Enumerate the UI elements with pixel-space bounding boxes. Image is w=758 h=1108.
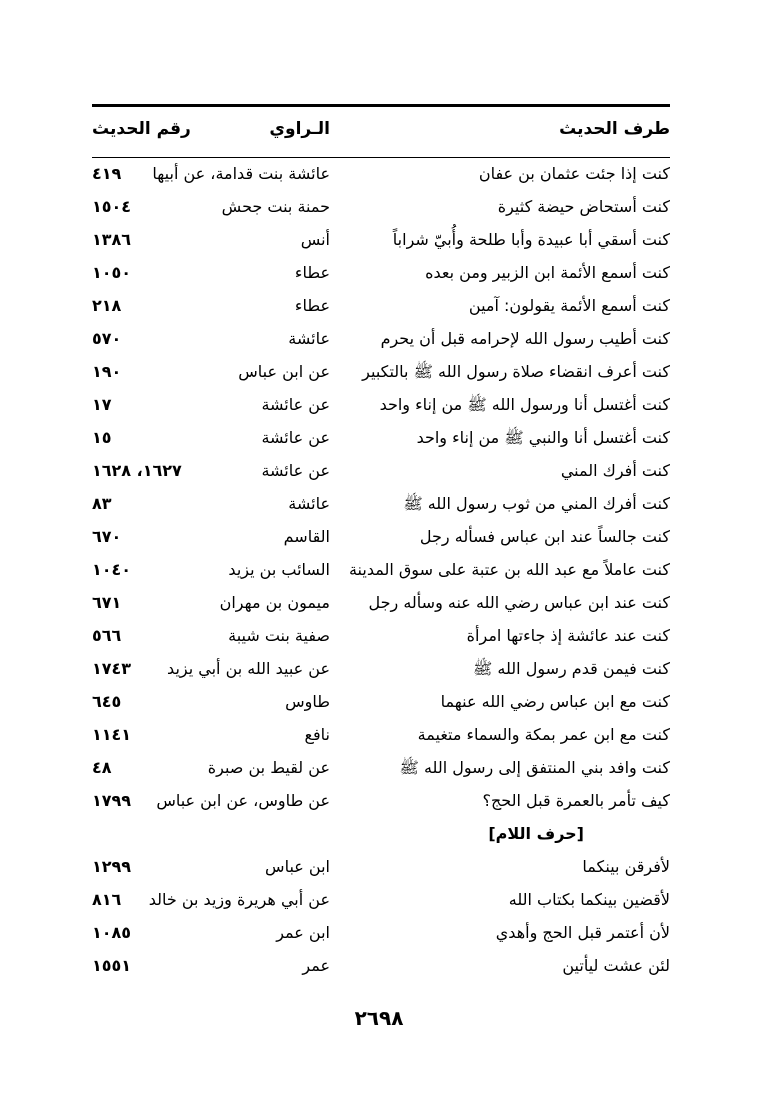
hadith-tarf: كنت أسمع الأئمة ابن الزبير ومن بعده <box>425 263 670 282</box>
section-heading: [حرف اللام] <box>488 824 584 843</box>
hadith-number: ١٩٠ <box>92 362 122 381</box>
hadith-rawi: عن طاوس، عن ابن عباس <box>156 791 330 810</box>
hadith-number: ٤٨ <box>92 758 112 777</box>
table-row <box>92 719 670 752</box>
table-row <box>92 851 670 884</box>
hadith-tarf: كيف تأمر بالعمرة قبل الحج؟ <box>482 791 670 810</box>
table-row <box>92 884 670 917</box>
hadith-number: ١٧٩٩ <box>92 791 132 810</box>
hadith-rawi: عن عبيد الله بن أبي يزيد <box>167 659 330 678</box>
hadith-tarf: كنت عاملاً مع عبد الله بن عتبة على سوق المدينة <box>348 560 670 579</box>
hadith-rawi: أنس <box>300 230 330 249</box>
hadith-rawi: ابن عباس <box>265 857 330 876</box>
hadith-tarf: لئن عشت ليأتين <box>562 956 670 975</box>
page-number: ٢٦٩٨ <box>354 1006 404 1030</box>
hadith-tarf: كنت أطيب رسول الله لإحرامه قبل أن يحرم <box>380 329 670 348</box>
table-row <box>92 686 670 719</box>
hadith-tarf: كنت أستحاض حيضة كثيرة <box>497 197 670 216</box>
table-row <box>92 752 670 785</box>
table-row <box>92 488 670 521</box>
section-heading-row <box>92 818 670 851</box>
hadith-number: ١٠٤٠ <box>92 560 132 579</box>
hadith-number: ٦٤٥ <box>92 692 122 711</box>
hadith-tarf: لأن أعتمر قبل الحج وأهدي <box>495 923 670 942</box>
hadith-rawi: عن ابن عباس <box>238 362 330 381</box>
hadith-rawi: عائشة <box>288 494 330 513</box>
hadith-tarf: كنت إذا جئت عثمان بن عفان <box>478 164 670 183</box>
hadith-tarf: كنت أسقي أبا عبيدة وأبا طلحة وأُبيّ شراباً <box>392 230 670 249</box>
hadith-tarf: لأفرقن بينكما <box>582 857 670 876</box>
table-row <box>92 323 670 356</box>
header-number: رقم الحديث <box>92 119 191 139</box>
hadith-rawi: ابن عمر <box>276 923 330 942</box>
hadith-tarf: كنت أسمع الأئمة يقولون: آمين <box>468 296 670 315</box>
header-tarf: طرف الحديث <box>559 119 670 139</box>
hadith-rawi: نافع <box>304 725 330 744</box>
hadith-rawi: طاوس <box>285 692 330 711</box>
table-row <box>92 290 670 323</box>
header-rawi: الـراوي <box>269 119 330 139</box>
hadith-tarf: كنت أغتسل أنا والنبي ﷺ من إناء واحد <box>416 428 670 447</box>
hadith-rawi: السائب بن يزيد <box>228 560 330 579</box>
hadith-number: ١٢٩٩ <box>92 857 132 876</box>
hadith-number: ١٥٠٤ <box>92 197 132 216</box>
hadith-rawi: عن لقيط بن صبرة <box>207 758 330 777</box>
table-row <box>92 224 670 257</box>
hadith-rawi: صفية بنت شيبة <box>228 626 330 645</box>
hadith-number: ٤١٩ <box>92 164 122 183</box>
hadith-rawi: القاسم <box>283 527 330 546</box>
hadith-number: ١٠٨٥ <box>92 923 132 942</box>
hadith-tarf: كنت عند ابن عباس رضي الله عنه وسأله رجل <box>368 593 670 612</box>
hadith-tarf: لأقضين بينكما بكتاب الله <box>508 890 670 909</box>
hadith-tarf: كنت فيمن قدم رسول الله ﷺ <box>473 659 670 678</box>
hadith-tarf: كنت أعرف انقضاء صلاة رسول الله ﷺ بالتكبير <box>362 362 670 381</box>
hadith-rawi: حمنة بنت جحش <box>221 197 330 216</box>
table-row <box>92 422 670 455</box>
hadith-rawi: عن أبي هريرة وزيد بن خالد <box>148 890 330 909</box>
hadith-number: ١٧٤٣ <box>92 659 132 678</box>
table-row <box>92 257 670 290</box>
hadith-number: ١٥ <box>92 428 112 447</box>
table-row <box>92 653 670 686</box>
hadith-tarf: كنت عند عائشة إذ جاءتها امرأة <box>466 626 670 645</box>
hadith-rawi: عمر <box>302 956 330 975</box>
hadith-number: ١٥٥١ <box>92 956 132 975</box>
hadith-number: ٨٣ <box>92 494 112 513</box>
table-row <box>92 785 670 818</box>
hadith-tarf: كنت أغتسل أنا ورسول الله ﷺ من إناء واحد <box>379 395 670 414</box>
table-row <box>92 158 670 191</box>
hadith-number: ١١٤١ <box>92 725 132 744</box>
table-row <box>92 554 670 587</box>
hadith-tarf: كنت جالساً عند ابن عباس فسأله رجل <box>419 527 670 546</box>
hadith-rawi: عطاء <box>294 263 330 282</box>
table-row <box>92 620 670 653</box>
hadith-number: ٢١٨ <box>92 296 122 315</box>
table-row <box>92 356 670 389</box>
hadith-number: ٦٧١ <box>92 593 122 612</box>
hadith-rawi: عن عائشة <box>261 428 330 447</box>
hadith-rawi: عن عائشة <box>261 461 330 480</box>
hadith-number: ١٣٨٦ <box>92 230 132 249</box>
hadith-number: ٨١٦ <box>92 890 122 909</box>
hadith-tarf: كنت أفرك المني <box>560 461 670 480</box>
hadith-tarf: كنت أفرك المني من ثوب رسول الله ﷺ <box>403 494 670 513</box>
hadith-number: ٥٦٦ <box>92 626 122 645</box>
table-row <box>92 389 670 422</box>
hadith-tarf: كنت وافد بني المنتفق إلى رسول الله ﷺ <box>399 758 670 777</box>
hadith-tarf: كنت مع ابن عباس رضي الله عنهما <box>440 692 670 711</box>
hadith-rawi: عن عائشة <box>261 395 330 414</box>
hadith-number: ١٦٢٧، ١٦٢٨ <box>92 461 182 480</box>
hadith-rawi: ميمون بن مهران <box>219 593 330 612</box>
hadith-number: ١٠٥٠ <box>92 263 132 282</box>
hadith-index-table <box>92 158 670 983</box>
hadith-number: ١٧ <box>92 395 112 414</box>
hadith-number: ٥٧٠ <box>92 329 122 348</box>
table-row <box>92 191 670 224</box>
hadith-tarf: كنت مع ابن عمر بمكة والسماء متغيمة <box>417 725 670 744</box>
table-row <box>92 521 670 554</box>
table-row <box>92 587 670 620</box>
hadith-rawi: عائشة بنت قدامة، عن أبيها <box>152 164 330 183</box>
hadith-rawi: عائشة <box>288 329 330 348</box>
table-row <box>92 917 670 950</box>
table-row <box>92 950 670 983</box>
hadith-number: ٦٧٠ <box>92 527 122 546</box>
hadith-rawi: عطاء <box>294 296 330 315</box>
table-header <box>92 104 670 158</box>
table-row <box>92 455 670 488</box>
